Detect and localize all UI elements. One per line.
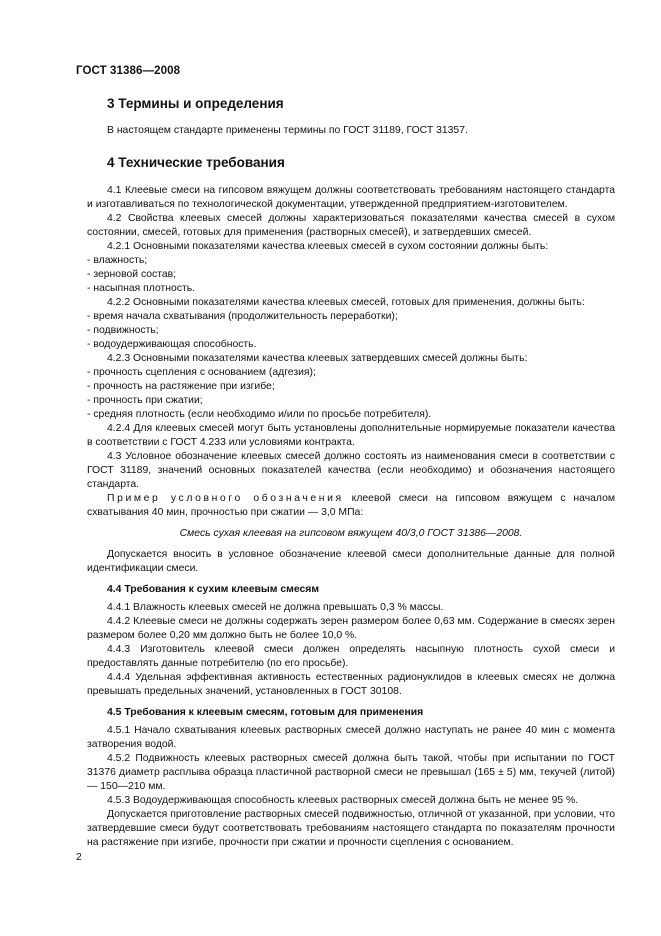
list-item: - прочность при сжатии; [87,395,203,406]
paragraph-4-4-2: 4.4.2 Клеевые смеси не должны содержать зерен размером более 0,63 мм. Содержание в смесях зерен размером более 0,20 мм должно быть не более 10,0 %. [87,616,615,641]
list-item: - подвижность; [87,325,159,336]
page-number: 2 [76,852,82,863]
paragraph-final: Допускается приготовление растворных смесей подвижностью, отличной от указанной, при условии, что затвердевшие смеси будут соответствовать требованиям настоящего стандарта по показателям прочности на растяжение при изгибе, прочности при сжатии и прочности сцепления с основанием. [87,809,615,848]
paragraph-4-1: 4.1 Клеевые смеси на гипсовом вяжущем должны соответствовать требованиям настоящего стандарта и изготавливаться по технологической документации, утвержденной предприятием-изготовителем. [87,185,615,210]
paragraph-4-5-2: 4.5.2 Подвижность клеевых растворных смесей должна быть такой, чтобы при испытании по ГОСТ 31376 диаметр расплыва образца пластичной растворной смеси не превышал (165 ± 5) мм, текучей (литой) — 150—210 мм. [87,753,615,792]
section-3-text [107,124,615,138]
list-item: - влажность; [87,255,148,266]
paragraph-4-5-1: 4.5.1 Начало схватывания клеевых растворных смесей должно наступать не ранее 40 мин с момента затворения водой. [87,725,615,750]
list-item: - водоудерживающая способность. [87,339,257,350]
list-item: - насыпная плотность. [87,283,196,294]
list-item: - прочность на растяжение при изгибе; [87,381,275,392]
list-item: - средняя плотность (если необходимо и/или по просьбе потребителя). [87,409,432,420]
list-item: - зерновой состав; [87,269,177,280]
paragraph-4-2-1: 4.2.1 Основными показателями качества клеевых смесей в сухом состоянии должны быть: [107,241,549,252]
example-label: Пример условного обозначения [107,493,344,504]
paragraph-4-2-3: 4.2.3 Основными показателями качества клеевых затвердевших смесей должны быть: [107,353,528,364]
section-3-paragraph: В настоящем стандарте применены термины по ГОСТ 31189, ГОСТ 31357. [107,125,468,136]
paragraph-additional-data: Допускается вносить в условное обозначение клеевой смеси дополнительные данные для полной идентификации смеси. [87,549,615,574]
paragraph-4-4-1: 4.4.1 Влажность клеевых смесей не должна превышать 0,3 % массы. [107,602,444,613]
section-4-title: 4 Технические требования [107,155,285,170]
paragraph-4-2-2: 4.2.2 Основными показателями качества клеевых смесей, готовых для применения, должны быть: [107,297,585,308]
list-item: - время начала схватывания (продолжительность переработки); [87,311,398,322]
paragraph-4-4-4: 4.4.4 Удельная эффективная активность естественных радионуклидов в клеевых смесях не должна превышать предельных значений, установленных в ГОСТ 30108. [87,672,615,697]
example-paragraph [87,492,615,520]
paragraph-4-2: 4.2 Свойства клеевых смесей должны характеризоваться показателями качества смесей в сухом состоянии, смесей, готовых для применения (растворных смесей), и затвердевших смесей. [87,213,615,238]
section-4-body [87,184,615,850]
paragraph-4-5-3: 4.5.3 Водоудерживающая способность клеевых растворных смесей должна быть не менее 95 %. [107,795,579,806]
document-header-code: ГОСТ 31386—2008 [76,65,181,77]
example-designation: Смесь сухая клеевая на гипсовом вяжущем 40/3,0 ГОСТ 31386—2008. [179,528,523,539]
section-4-4-title: 4.4 Требования к сухим клеевым смесям [107,584,320,595]
paragraph-4-2-4: 4.2.4 Для клеевых смесей могут быть установлены дополнительные нормируемые показатели качества в соответствии с ГОСТ 4.233 или условиями контракта. [87,423,615,448]
list-item: - прочность сцепления с основанием (адгезия); [87,367,316,378]
paragraph-4-3: 4.3 Условное обозначение клеевых смесей должно состоять из наименования смеси в соответствии с ГОСТ 31189, значений основных показателей качества (если необходимо) и обозначения настоящего стандарта. [87,451,615,490]
example-text: клеевой смеси на гипсовом вяжущем с началом схватывания 40 мин, прочностью при сжатии — 3,0 МПа: [87,493,615,518]
section-3-title: 3 Термины и определения [107,96,284,111]
paragraph-4-4-3: 4.4.3 Изготовитель клеевой смеси должен определять насыпную плотность сухой смеси и предоставлять данные потребителю (по его просьбе). [87,644,615,669]
section-4-5-title: 4.5 Требования к клеевым смесям, готовым для применения [107,707,424,718]
